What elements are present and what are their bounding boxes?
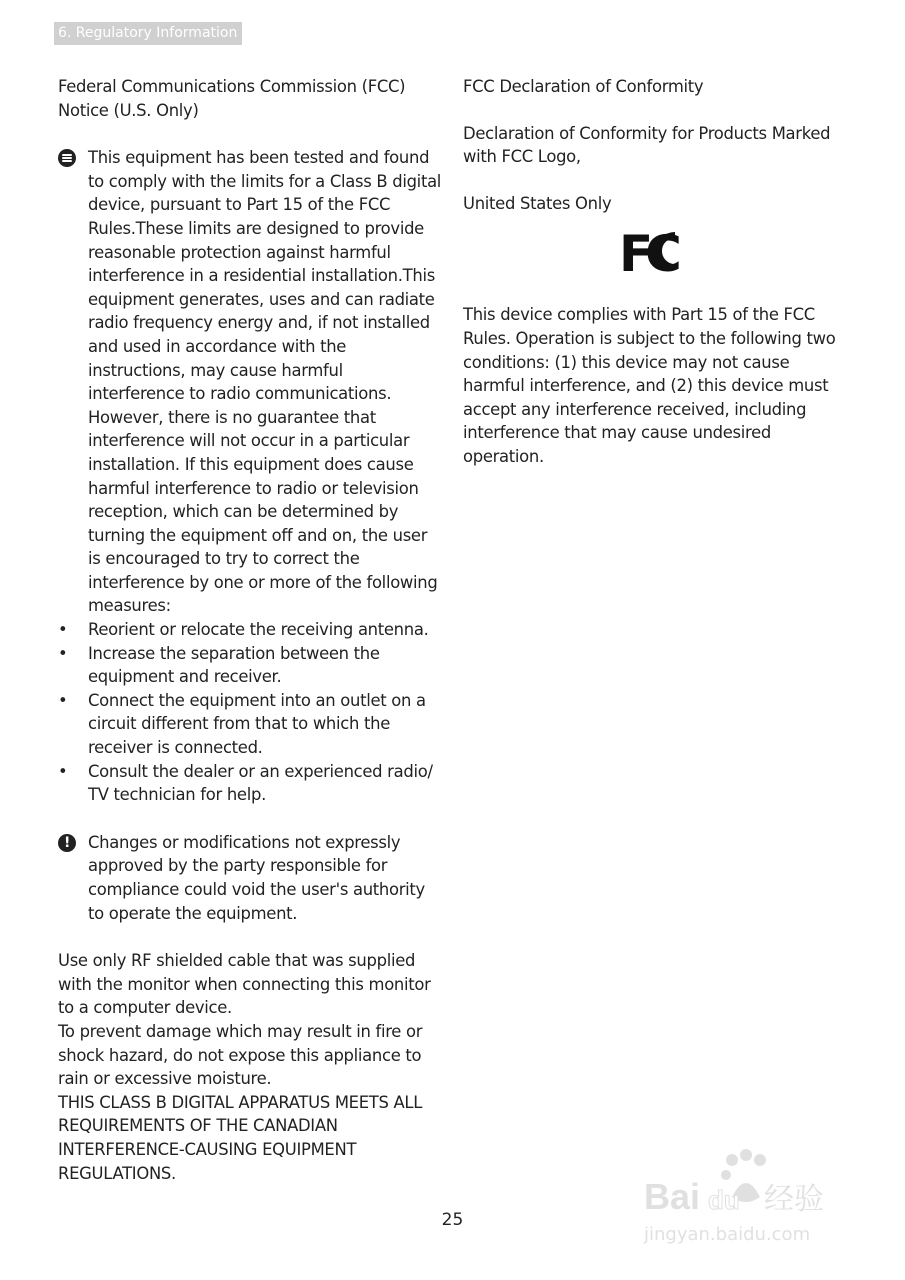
note-block — [58, 146, 443, 618]
note-icon — [58, 149, 76, 167]
note-paragraph: This equipment has been tested and found to comply with the limits for a Class B digital device, pursuant to Part 15 of the FCC Rules.These limits are designed to provide reasonable protection against harmful interference in a residential installation.This equipment generates, uses and can radiate radio frequency energy and, if not installed and used in accordance with the instructions, may cause harmful interference to radio communications. However, there is no guarantee that interference will not occur in a particular installation. If this equipment does cause harmful interference to radio or television reception, which can be determined by turning the equipment off and on, the user is encouraged to try to correct the interference by one or more of the following measures: — [88, 148, 442, 616]
list-item — [58, 642, 443, 689]
list-item — [58, 618, 443, 642]
hazard-paragraph: To prevent damage which may result in fire or shock hazard, do not expose this appliance to rain or excessive moisture. — [58, 1021, 423, 1089]
watermark-brand-tail: du — [708, 1185, 740, 1215]
left-column — [58, 75, 443, 1185]
cable-paragraph: Use only RF shielded cable that was supplied with the monitor when connecting this monitor to a computer device. — [58, 951, 431, 1018]
list-item-text: Consult the dealer or an experienced radio/ TV technician for help. — [88, 761, 433, 805]
section-tag: 6. Regulatory Information — [54, 22, 242, 45]
bullet-icon: • — [58, 690, 68, 710]
warning-block — [58, 831, 443, 925]
bullet-icon: • — [58, 643, 68, 663]
fcc-logo — [619, 223, 693, 279]
warning-paragraph: Changes or modifications not expressly approved by the party responsible for compliance could void the user's authority to operate the equipment. — [88, 832, 425, 923]
watermark-brand: Bai — [644, 1176, 701, 1217]
list-item-text: Connect the equipment into an outlet on a circuit different from that to which the receiver is connected. — [88, 690, 426, 758]
warning-icon: ! — [58, 834, 76, 852]
region-text: United States Only — [463, 193, 612, 213]
bullet-icon: • — [58, 761, 68, 781]
canadian-paragraph: THIS CLASS B DIGITAL APPARATUS MEETS ALL REQUIREMENTS OF THE CANADIAN INTERFERENCE-CAUSING EQUIPMENT REGULATIONS. — [58, 1092, 423, 1183]
measures-list — [58, 618, 443, 807]
baidu-watermark — [640, 1145, 850, 1250]
compliance-paragraph: This device complies with Part 15 of the FCC Rules. Operation is subject to the following two conditions: (1) this device may not cause harmful interference, and (2) this device must accept any interference received, including interference that may cause undesired operation. — [463, 305, 836, 466]
bullet-icon: • — [58, 620, 68, 640]
fcc-logo-text: FC — [618, 225, 674, 280]
right-column — [463, 75, 848, 469]
page-number: 25 — [441, 1210, 464, 1230]
watermark-url: jingyan.baidu.com — [644, 1224, 811, 1245]
list-item — [58, 760, 443, 807]
watermark-chinese: 经验 — [764, 1182, 824, 1217]
fcc-notice-heading: Federal Communications Commission (FCC) Notice (U.S. Only) — [58, 77, 406, 120]
list-item-text: Increase the separation between the equipment and receiver. — [88, 643, 380, 687]
list-item-text: Reorient or relocate the receiving antenna. — [88, 620, 429, 640]
list-item — [58, 689, 443, 760]
declaration-heading: FCC Declaration of Conformity — [463, 77, 704, 96]
declaration-paragraph: Declaration of Conformity for Products Marked with FCC Logo, — [463, 123, 831, 167]
